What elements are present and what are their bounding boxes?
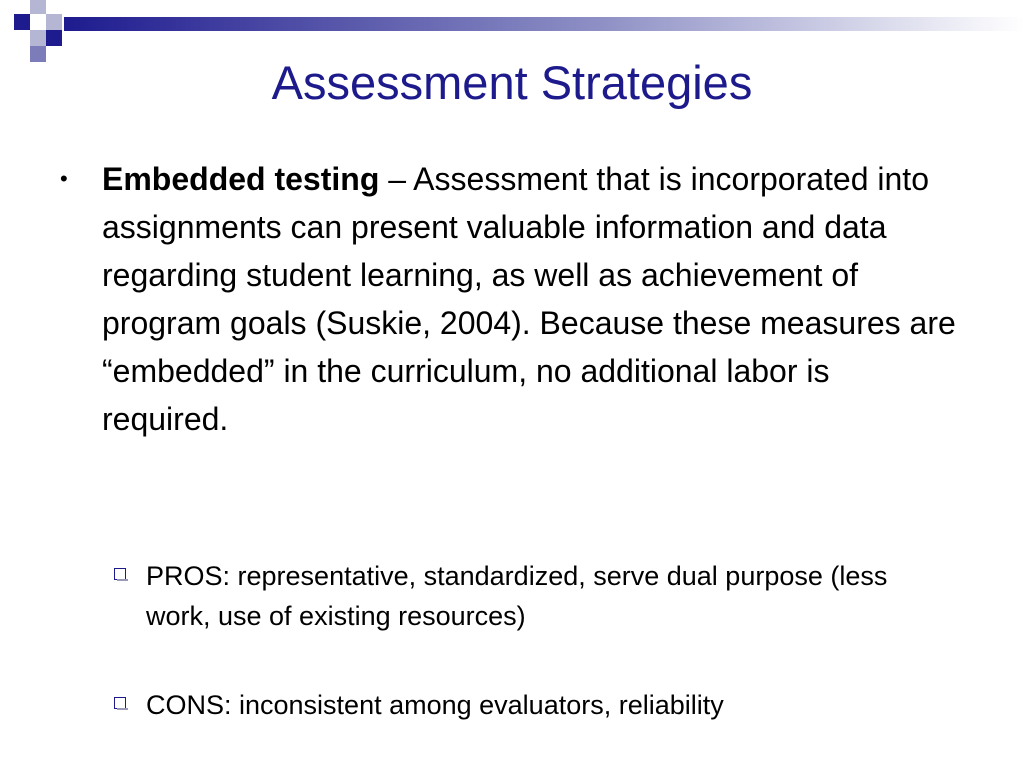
deco-square-3 bbox=[46, 14, 62, 30]
deco-square-5 bbox=[46, 30, 62, 46]
bullet-dot-icon: • bbox=[60, 166, 68, 191]
bullet-term: Embedded testing bbox=[102, 161, 380, 197]
header-gradient-bar bbox=[64, 17, 1024, 31]
hollow-square-icon bbox=[114, 697, 126, 709]
bullet-text bbox=[102, 155, 957, 443]
sub-bullet-cons-text: CONS: inconsistent among evaluators, reliability bbox=[146, 690, 724, 720]
deco-square-4 bbox=[30, 30, 46, 46]
slide-title: Assessment Strategies bbox=[271, 56, 753, 109]
deco-square-1 bbox=[14, 14, 30, 30]
sub-bullet-pros-text: PROS: representative, standardized, serve dual purpose (less work, use of existing resources) bbox=[146, 561, 888, 631]
deco-square-2 bbox=[30, 0, 46, 14]
bullet-description: – Assessment that is incorporated into assignments can present valuable information and data regarding student learning, as well as achievement of program goals (Suskie, 2004). Because these measures are “embedded” in the curriculum, no additional labor is required. bbox=[102, 161, 956, 437]
hollow-square-icon bbox=[114, 568, 126, 580]
